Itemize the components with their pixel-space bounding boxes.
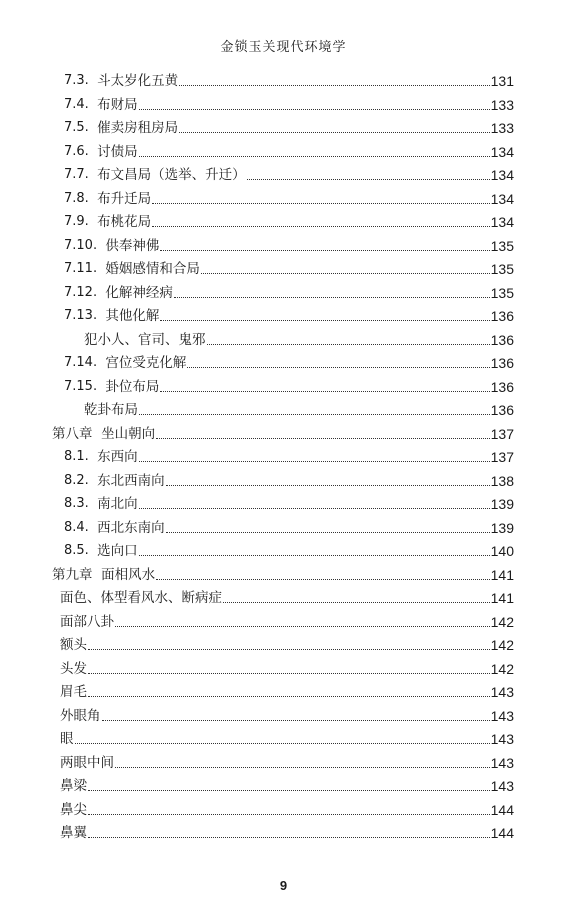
dot-leader [179, 131, 490, 133]
toc-entry [60, 587, 514, 609]
entry-page-number: 139 [490, 519, 514, 536]
toc-entry [60, 799, 514, 821]
toc-entry [64, 470, 514, 492]
section-number: 8.1. [64, 449, 98, 464]
toc-entry [64, 164, 514, 186]
toc-entry [64, 517, 514, 539]
dot-leader [187, 366, 489, 368]
toc-entry [60, 634, 514, 656]
section-number: 7.14. [64, 355, 106, 370]
entry-title: 头发 [60, 660, 87, 677]
entry-title: 第九章 面相风水 [52, 566, 156, 583]
section-number: 8.3. [64, 496, 98, 511]
entry-title: 面色、体型看风水、断病症 [60, 590, 222, 606]
entry-title: 眉毛 [60, 684, 87, 700]
dot-leader [139, 155, 490, 157]
entry-title: 布桃花局 [97, 214, 152, 230]
entry-page-number: 135 [490, 261, 514, 277]
section-number: 7.13. [64, 308, 106, 323]
dot-leader [160, 390, 489, 392]
entry-title: 选向口 [97, 543, 138, 559]
entry-title: 催卖房租房局 [97, 120, 179, 136]
dot-leader [156, 437, 490, 439]
dot-leader [139, 108, 490, 110]
toc-entry [60, 728, 514, 750]
entry-title: 第八章 坐山朝向 [52, 425, 156, 442]
toc-entry [64, 94, 514, 116]
section-number: 7.12. [64, 284, 106, 300]
section-number: 7.5. [64, 120, 98, 135]
dot-leader [201, 272, 490, 274]
entry-title: 东北西南向 [97, 472, 165, 489]
entry-page-number: 142 [490, 637, 514, 653]
dot-leader [75, 742, 490, 744]
entry-page-number: 131 [490, 73, 514, 89]
entry-title: 其他化解 [105, 308, 160, 324]
dot-leader [174, 296, 490, 298]
entry-title: 犯小人、官司、鬼邪 [84, 331, 206, 348]
dot-leader [166, 484, 490, 486]
section-number: 8.2. [64, 472, 98, 488]
toc-entry [60, 822, 514, 844]
entry-title: 乾卦布局 [84, 402, 138, 418]
entry-page-number: 143 [490, 731, 514, 747]
entry-page-number: 142 [490, 660, 514, 677]
entry-page-number: 135 [490, 237, 514, 254]
entry-page-number: 135 [490, 284, 514, 301]
toc-entry [84, 329, 514, 351]
toc-entry [64, 211, 514, 233]
toc-entry [64, 352, 514, 374]
entry-title: 供奉神佛 [105, 237, 160, 254]
entry-page-number: 136 [490, 402, 514, 418]
entry-title: 讨债局 [97, 143, 138, 160]
section-number: 8.4. [64, 519, 98, 535]
toc-entry [60, 681, 514, 703]
dot-leader [88, 836, 490, 838]
entry-title: 额头 [60, 637, 87, 653]
section-number: 7.15. [64, 378, 106, 394]
toc-entry [64, 141, 514, 163]
entry-title: 西北东南向 [97, 519, 165, 536]
entry-title: 面部八卦 [60, 613, 114, 630]
toc-entry [60, 705, 514, 727]
toc-entry [64, 258, 514, 280]
dot-leader [152, 202, 490, 204]
entry-title: 南北向 [97, 496, 138, 512]
dot-leader [139, 554, 490, 556]
toc-entry [64, 493, 514, 515]
toc-entry [84, 399, 514, 421]
dot-leader [179, 84, 490, 86]
entry-page-number: 137 [490, 449, 514, 465]
section-number: 7.6. [64, 143, 98, 159]
dot-leader [88, 648, 490, 650]
entry-page-number: 144 [490, 825, 514, 841]
section-number: 7.9. [64, 214, 98, 229]
toc-entry [52, 423, 514, 445]
entry-title: 布升迁局 [97, 190, 152, 207]
entry-page-number: 141 [490, 590, 514, 606]
entry-page-number: 143 [490, 754, 514, 771]
entry-page-number: 134 [490, 167, 514, 183]
dot-leader [139, 413, 490, 415]
section-number: 7.4. [64, 96, 98, 112]
entry-title: 两眼中间 [60, 754, 114, 771]
entry-page-number: 138 [490, 472, 514, 489]
section-number: 7.7. [64, 167, 98, 182]
toc-entry [64, 117, 514, 139]
dot-leader [247, 178, 490, 180]
page-number: 9 [279, 878, 288, 893]
dot-leader [102, 719, 490, 721]
entry-page-number: 134 [490, 190, 514, 207]
entry-title: 鼻梁 [60, 778, 87, 794]
entry-page-number: 142 [490, 613, 514, 630]
entry-title: 卦位布局 [105, 378, 160, 395]
entry-page-number: 143 [490, 778, 514, 794]
dot-leader [139, 460, 490, 462]
dot-leader [115, 766, 490, 768]
toc-entry [64, 446, 514, 468]
toc-entry [64, 70, 514, 92]
section-number: 8.5. [64, 543, 98, 558]
entry-title: 鼻翼 [60, 825, 87, 841]
entry-page-number: 133 [490, 96, 514, 113]
dot-leader [160, 319, 489, 321]
toc-entry [64, 540, 514, 562]
entry-page-number: 136 [490, 331, 514, 348]
toc-entry [64, 282, 514, 304]
toc-entry [64, 188, 514, 210]
dot-leader [207, 343, 490, 345]
entry-title: 布文昌局（选举、升迁） [97, 167, 246, 183]
toc-entry [64, 305, 514, 327]
entry-page-number: 136 [490, 378, 514, 395]
dot-leader [88, 789, 490, 791]
toc-entry [52, 564, 514, 586]
dot-leader [166, 531, 490, 533]
section-number: 7.8. [64, 190, 98, 206]
entry-page-number: 134 [490, 143, 514, 160]
entry-page-number: 143 [490, 684, 514, 700]
entry-title: 婚姻感情和合局 [105, 261, 200, 277]
dot-leader [223, 601, 490, 603]
entry-page-number: 134 [490, 214, 514, 230]
dot-leader [139, 507, 490, 509]
toc-entry [64, 376, 514, 398]
entry-title: 眼 [60, 731, 74, 747]
dot-leader [160, 249, 489, 251]
entry-page-number: 136 [490, 308, 514, 324]
dot-leader [88, 672, 490, 674]
dot-leader [88, 695, 490, 697]
section-number: 7.3. [64, 73, 98, 88]
toc-entry [60, 752, 514, 774]
entry-page-number: 137 [490, 425, 514, 442]
toc-entry [60, 775, 514, 797]
section-number: 7.10. [64, 237, 106, 253]
entry-page-number: 144 [490, 801, 514, 818]
running-header: 金锁玉关现代环境学 [220, 40, 347, 55]
entry-page-number: 141 [490, 566, 514, 583]
entry-title: 东西向 [97, 449, 138, 465]
toc-entry [60, 611, 514, 633]
dot-leader [115, 625, 490, 627]
entry-title: 宫位受克化解 [105, 355, 187, 371]
dot-leader [156, 578, 490, 580]
section-number: 7.11. [64, 261, 106, 276]
entry-page-number: 136 [490, 355, 514, 371]
entry-title: 化解神经病 [105, 284, 173, 301]
entry-title: 外眼角 [60, 707, 101, 724]
toc-entry [60, 658, 514, 680]
toc-entry [64, 235, 514, 257]
entry-page-number: 143 [490, 707, 514, 724]
entry-page-number: 140 [490, 543, 514, 559]
entry-page-number: 133 [490, 120, 514, 136]
entry-title: 斗太岁化五黄 [97, 73, 179, 89]
dot-leader [152, 225, 490, 227]
entry-page-number: 139 [490, 496, 514, 512]
entry-title: 鼻尖 [60, 801, 87, 818]
dot-leader [88, 813, 490, 815]
entry-title: 布财局 [97, 96, 138, 113]
